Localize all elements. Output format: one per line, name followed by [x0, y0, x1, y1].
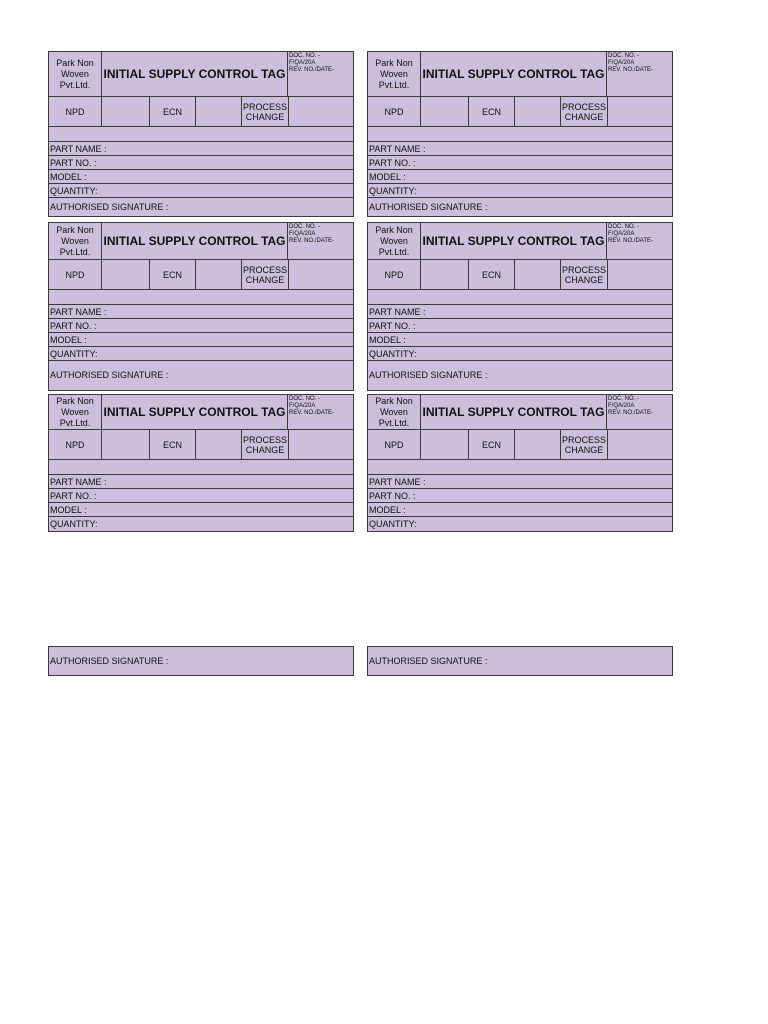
part-name-field[interactable]: PART NAME : — [49, 305, 353, 319]
signature-field-r3-right[interactable]: AUTHORISED SIGNATURE : — [367, 646, 673, 676]
process-change-value-cell[interactable] — [608, 430, 672, 459]
doc-info: DOC. NO. - F/QA/20A REV. NO./DATE- — [608, 53, 654, 73]
company-name: Park Non Woven Pvt.Ltd. — [49, 52, 102, 96]
npd-label: NPD — [368, 430, 421, 459]
ecn-label: ECN — [150, 430, 196, 459]
supply-tag-r2-left — [48, 222, 354, 391]
npd-label: NPD — [368, 260, 421, 289]
supply-tag-r2-right — [367, 222, 673, 391]
part-name-field[interactable]: PART NAME : — [49, 142, 353, 156]
part-no-field[interactable]: PART NO. : — [368, 489, 672, 503]
ecn-value-cell[interactable] — [515, 97, 561, 126]
quantity-field[interactable]: QUANTITY: — [50, 519, 98, 529]
process-change-value-cell[interactable] — [289, 260, 353, 289]
ecn-value-cell[interactable] — [515, 260, 561, 289]
tag-title: INITIAL SUPPLY CONTROL TAG — [421, 223, 607, 259]
process-change-value-cell[interactable] — [289, 430, 353, 459]
blank-row — [368, 127, 672, 142]
signature-field[interactable]: AUTHORISED SIGNATURE : — [369, 370, 488, 380]
process-change-label: PROCESS CHANGE — [561, 260, 608, 289]
signature-field[interactable]: AUTHORISED SIGNATURE : — [50, 202, 169, 212]
npd-value-cell[interactable] — [102, 260, 150, 289]
company-name: Park Non Woven Pvt.Ltd. — [368, 52, 421, 96]
npd-label: NPD — [49, 97, 102, 126]
model-field[interactable]: MODEL : — [368, 170, 672, 184]
quantity-field[interactable]: QUANTITY: — [49, 184, 353, 198]
process-change-value-cell[interactable] — [608, 260, 672, 289]
quantity-field[interactable]: QUANTITY: — [49, 347, 353, 361]
signature-field-r3-left[interactable]: AUTHORISED SIGNATURE : — [48, 646, 354, 676]
npd-value-cell[interactable] — [102, 97, 150, 126]
doc-info: DOC. NO. - F/QA/20A REV. NO./DATE- — [608, 396, 654, 416]
process-change-label: PROCESS CHANGE — [242, 260, 289, 289]
supply-tag-r3-right — [367, 394, 673, 532]
signature-field[interactable]: AUTHORISED SIGNATURE : — [369, 202, 488, 212]
ecn-label: ECN — [150, 97, 196, 126]
blank-row — [49, 290, 353, 305]
supply-tag-r1-left — [48, 51, 354, 217]
model-field[interactable]: MODEL : — [49, 333, 353, 347]
doc-info: DOC. NO. - F/QA/20A REV. NO./DATE- — [608, 224, 654, 244]
doc-info: DOC. NO. - F/QA/20A REV. NO./DATE- — [289, 396, 335, 416]
npd-label: NPD — [49, 430, 102, 459]
ecn-label: ECN — [469, 97, 515, 126]
blank-row — [368, 290, 672, 305]
tag-title: INITIAL SUPPLY CONTROL TAG — [421, 52, 607, 96]
blank-row — [49, 460, 353, 475]
tag-title: INITIAL SUPPLY CONTROL TAG — [102, 52, 288, 96]
ecn-label: ECN — [469, 260, 515, 289]
ecn-label: ECN — [150, 260, 196, 289]
part-name-field[interactable]: PART NAME : — [368, 142, 672, 156]
tag-title: INITIAL SUPPLY CONTROL TAG — [102, 223, 288, 259]
process-change-label: PROCESS CHANGE — [561, 97, 608, 126]
npd-value-cell[interactable] — [102, 430, 150, 459]
company-name: Park Non Woven Pvt.Ltd. — [49, 223, 102, 259]
quantity-field[interactable]: QUANTITY: — [368, 347, 672, 361]
part-name-field[interactable]: PART NAME : — [368, 475, 672, 489]
doc-info: DOC. NO. - F/QA/20A REV. NO./DATE- — [289, 224, 335, 244]
process-change-label: PROCESS CHANGE — [242, 430, 289, 459]
npd-value-cell[interactable] — [421, 97, 469, 126]
process-change-value-cell[interactable] — [608, 97, 672, 126]
quantity-field[interactable]: QUANTITY: — [368, 184, 672, 198]
part-no-field[interactable]: PART NO. : — [49, 156, 353, 170]
company-name: Park Non Woven Pvt.Ltd. — [49, 395, 102, 429]
part-no-field[interactable]: PART NO. : — [49, 489, 353, 503]
blank-row — [49, 127, 353, 142]
supply-tag-r1-right — [367, 51, 673, 217]
ecn-label: ECN — [469, 430, 515, 459]
supply-tag-r3-left — [48, 394, 354, 532]
ecn-value-cell[interactable] — [515, 430, 561, 459]
npd-value-cell[interactable] — [421, 430, 469, 459]
process-change-label: PROCESS CHANGE — [242, 97, 289, 126]
quantity-field[interactable]: QUANTITY: — [369, 519, 417, 529]
part-no-field[interactable]: PART NO. : — [49, 319, 353, 333]
signature-field[interactable]: AUTHORISED SIGNATURE : — [50, 370, 169, 380]
model-field[interactable]: MODEL : — [368, 333, 672, 347]
part-no-field[interactable]: PART NO. : — [368, 319, 672, 333]
npd-value-cell[interactable] — [421, 260, 469, 289]
tag-title: INITIAL SUPPLY CONTROL TAG — [421, 395, 607, 429]
part-no-field[interactable]: PART NO. : — [368, 156, 672, 170]
process-change-value-cell[interactable] — [289, 97, 353, 126]
tag-title: INITIAL SUPPLY CONTROL TAG — [102, 395, 288, 429]
ecn-value-cell[interactable] — [196, 260, 242, 289]
model-field[interactable]: MODEL : — [49, 170, 353, 184]
part-name-field[interactable]: PART NAME : — [49, 475, 353, 489]
doc-info: DOC. NO. - F/QA/20A REV. NO./DATE- — [289, 53, 335, 73]
model-field[interactable]: MODEL : — [49, 503, 353, 517]
company-name: Park Non Woven Pvt.Ltd. — [368, 223, 421, 259]
ecn-value-cell[interactable] — [196, 430, 242, 459]
part-name-field[interactable]: PART NAME : — [368, 305, 672, 319]
ecn-value-cell[interactable] — [196, 97, 242, 126]
blank-row — [368, 460, 672, 475]
model-field[interactable]: MODEL : — [368, 503, 672, 517]
npd-label: NPD — [49, 260, 102, 289]
company-name: Park Non Woven Pvt.Ltd. — [368, 395, 421, 429]
npd-label: NPD — [368, 97, 421, 126]
process-change-label: PROCESS CHANGE — [561, 430, 608, 459]
